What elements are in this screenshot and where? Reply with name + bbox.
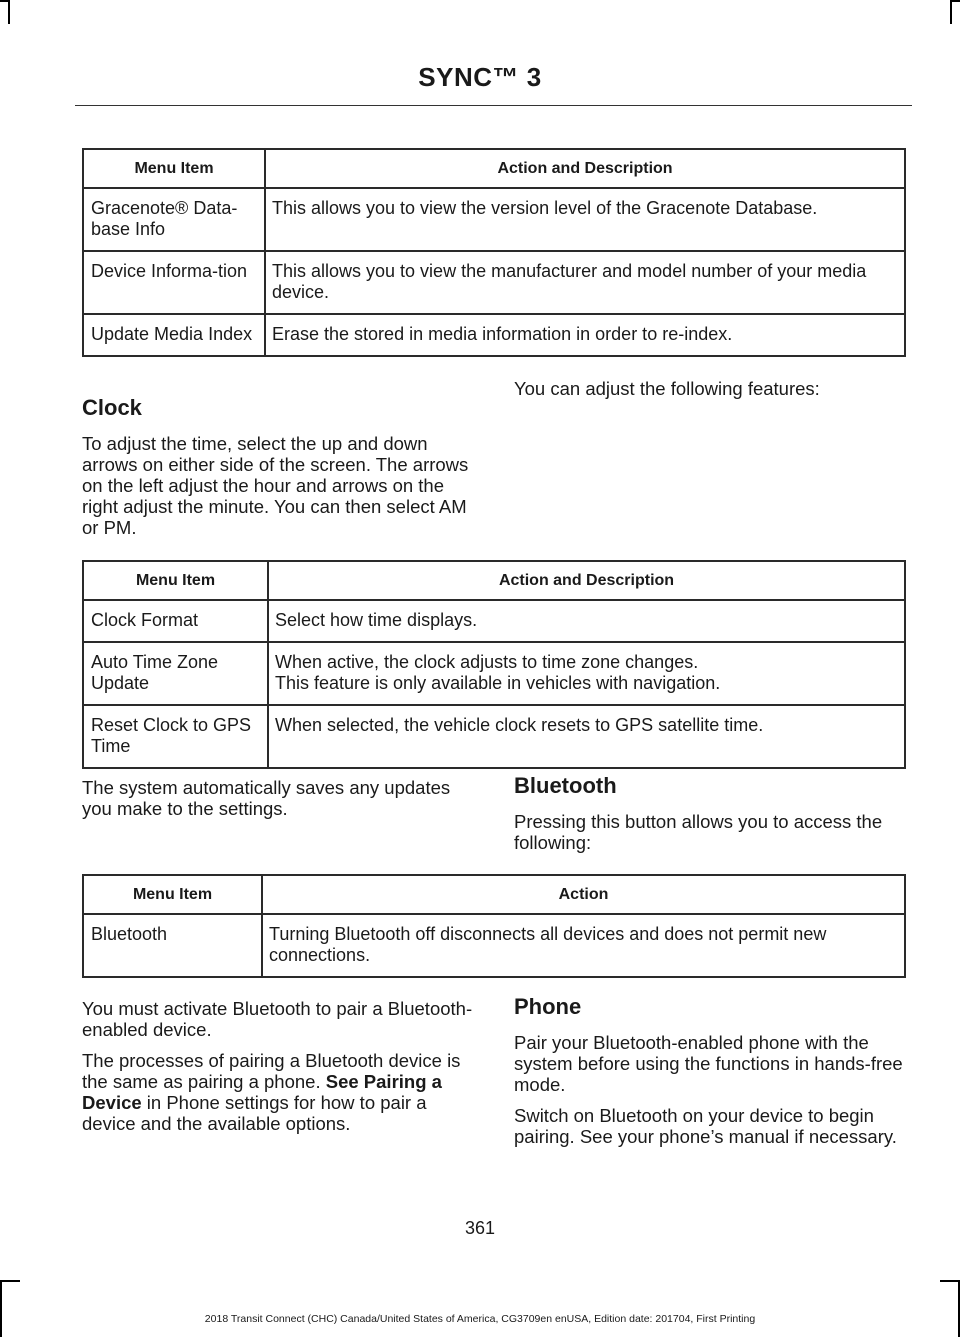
description-cell: Turning Bluetooth off disconnects all devices and does not permit new connections.: [262, 914, 905, 977]
clock-heading: Clock: [82, 395, 142, 420]
description-cell: Erase the stored in media information in order to re-index.: [265, 314, 905, 356]
phone-heading: Phone: [514, 994, 582, 1019]
column-header-menu-item: Menu Item: [83, 875, 262, 914]
column-header-action: Action and Description: [265, 149, 905, 188]
clock-features-intro: [514, 378, 908, 409]
pairing-paragraph-2: [82, 1050, 476, 1134]
pairing-cross-reference-link[interactable]: See Pairing a Device: [82, 1071, 442, 1113]
description-cell: This allows you to view the manufacturer and model number of your media device.: [265, 251, 905, 314]
menu-item-cell: Auto Time Zone Update: [83, 642, 268, 705]
pairing-text-before: The processes of pairing a Bluetooth device is the same as pairing a phone.: [82, 1050, 461, 1092]
bluetooth-section: [514, 773, 908, 863]
crop-mark-bottom-right-v: [940, 1280, 960, 1282]
menu-item-cell: Reset Clock to GPS Time: [83, 705, 268, 768]
footer-edition-info: 2018 Transit Connect (CHC) Canada/United States of America, CG3709en enUSA, Edition date: 201704, First Printing: [204, 1313, 756, 1325]
phone-paragraph-2: Switch on Bluetooth on your device to begin pairing. See your phone’s manual if necessary.: [514, 1105, 897, 1147]
description-cell: This allows you to view the version level of the Gracenote Database.: [265, 188, 905, 251]
crop-mark-top-right-v: [950, 0, 952, 24]
description-line: When selected, the vehicle clock resets to GPS satellite time.: [275, 715, 764, 735]
description-cell: [268, 705, 905, 768]
table-row: [83, 642, 905, 705]
description-cell: [268, 642, 905, 705]
menu-item-cell: Bluetooth: [83, 914, 262, 977]
description-cell: [268, 600, 905, 642]
table-header-row: [83, 561, 905, 600]
table-header-row: [83, 149, 905, 188]
pairing-paragraph-1: You must activate Bluetooth to pair a Bluetooth-enabled device.: [82, 998, 473, 1040]
phone-paragraph-1: Pair your Bluetooth-enabled phone with the system before using the functions in hands-free mode.: [514, 1032, 903, 1095]
menu-item-cell: Update Media Index: [83, 314, 265, 356]
pairing-section: [82, 998, 476, 1144]
table-row: [83, 188, 905, 251]
crop-mark-bottom-left-v: [0, 1280, 20, 1282]
column-header-action: Action and Description: [268, 561, 905, 600]
features-intro-text: You can adjust the following features:: [514, 378, 820, 399]
phone-section: [514, 994, 908, 1157]
column-header-menu-item: Menu Item: [83, 149, 265, 188]
crop-mark-top-left-v: [8, 0, 10, 24]
crop-mark-bottom-left: [0, 1280, 2, 1337]
clock-menu-table: [82, 560, 906, 769]
menu-item-cell: Device Informa-tion: [83, 251, 265, 314]
column-header-action: Action: [262, 875, 905, 914]
media-menu-table: [82, 148, 906, 357]
clock-body: To adjust the time, select the up and down arrows on either side of the screen. The arrows on the left adjust the hour and arrows on the right adjust the minute. You can then select AM or PM.: [82, 433, 469, 538]
table-row: [83, 705, 905, 768]
description-line: Select how time displays.: [275, 610, 478, 630]
column-header-menu-item: Menu Item: [83, 561, 268, 600]
autosave-text: The system automatically saves any updates you make to the settings.: [82, 777, 451, 819]
table-row: [83, 600, 905, 642]
bluetooth-menu-table: [82, 874, 906, 978]
pairing-text-after: in Phone settings for how to pair a device and the available options.: [82, 1092, 427, 1134]
page-title: SYNC™ 3: [418, 62, 542, 92]
autosave-note: [82, 777, 454, 829]
menu-item-cell: Gracenote® Data-base Info: [83, 188, 265, 251]
clock-section: [82, 395, 478, 548]
bluetooth-body: Pressing this button allows you to access the following:: [514, 811, 883, 853]
table-row: [83, 251, 905, 314]
title-divider: [75, 105, 912, 106]
table-header-row: [83, 875, 905, 914]
description-line: When active, the clock adjusts to time zone changes.: [275, 652, 699, 672]
page-number: 361: [464, 1218, 496, 1238]
table-row: [83, 914, 905, 977]
bluetooth-heading: Bluetooth: [514, 773, 617, 798]
menu-item-cell: Clock Format: [83, 600, 268, 642]
description-note: This feature is only available in vehicles with navigation.: [275, 673, 721, 693]
table-row: [83, 314, 905, 356]
